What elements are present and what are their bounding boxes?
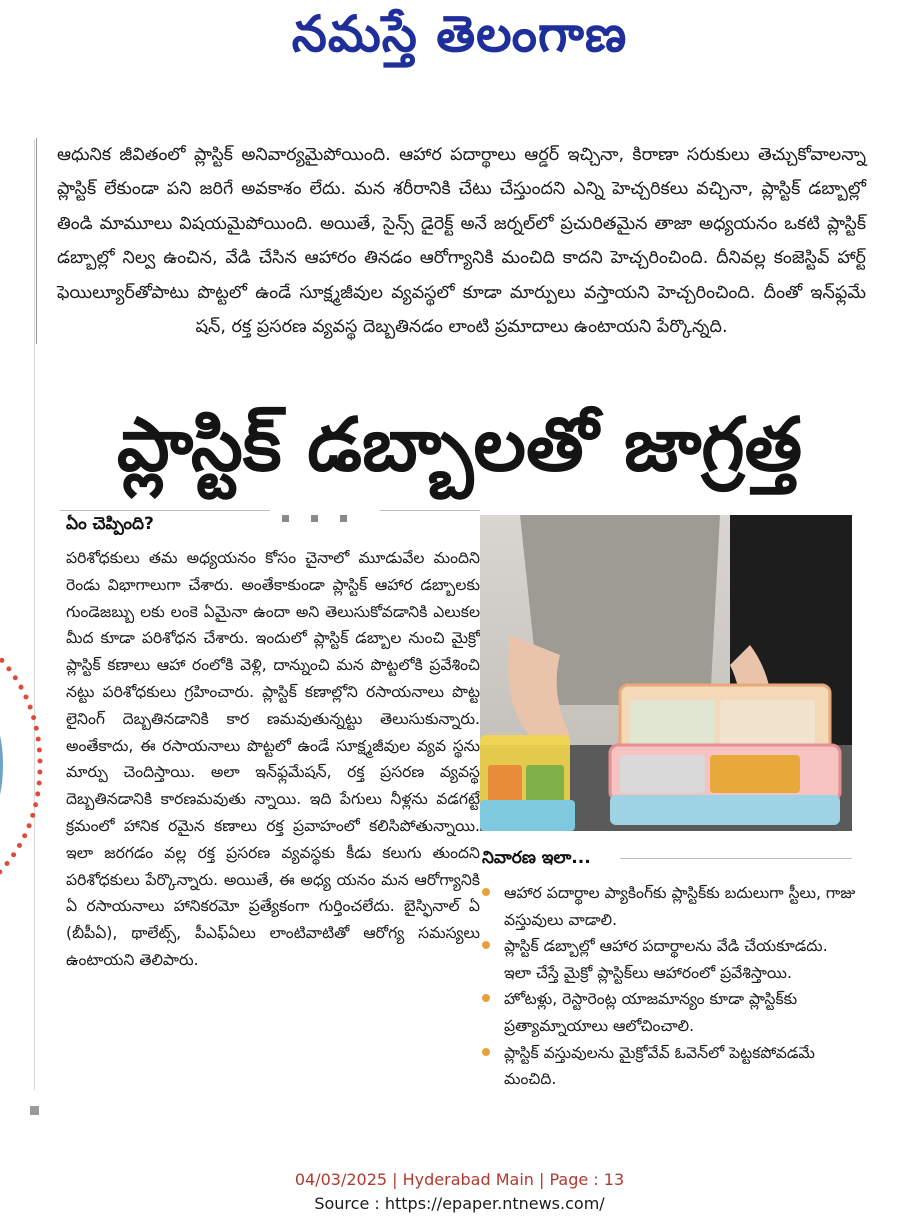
footer-source-link[interactable]: Source : https://epaper.ntnews.com/ <box>314 1194 605 1213</box>
page-footer <box>0 1168 919 1216</box>
list-item: హోటళ్లు, రెస్టారెంట్ల యాజమాన్యం కూడా ప్లాస్టిక్‌కు ప్రత్యామ్నాయాలు ఆలోచించాలి. <box>478 986 858 1039</box>
list-item: ఆహార పదార్థాల ప్యాకింగ్‌కు ప్లాస్టిక్‌కు బదులుగా స్టీలు, గాజు వస్తువులు వాడాలి. <box>478 880 858 933</box>
bullet-dot-icon <box>482 994 490 1002</box>
left-column <box>60 545 480 974</box>
bullet-dot-icon <box>482 888 490 896</box>
remedy-list <box>478 880 858 1093</box>
list-item: ప్లాస్టిక్ వస్తువులను మైక్రోవేవ్ ఓవెన్‌లో పెట్టకపోవడమే మంచిది. <box>478 1040 858 1093</box>
section-rule-right <box>620 858 852 859</box>
list-item: ప్లాస్టిక్ డబ్బాల్లో ఆహార పదార్థాలను వేడి చేయకూడదు. ఇలా చేస్తే మైక్రో ప్లాస్టిక్‌లు ఆహారంలో ప్రవేశిస్తాయి. <box>478 933 858 986</box>
divider-square-icon <box>311 515 318 522</box>
section-rule-mid <box>380 510 480 511</box>
section-divider <box>282 507 369 526</box>
divider-square-icon <box>282 515 289 522</box>
column-end-marker <box>30 1106 39 1115</box>
intro-paragraph-block <box>36 138 866 344</box>
masthead-logo: నమస్తే తెలంగాణ <box>291 4 628 63</box>
left-section-title: ఏం చెప్పింది? <box>66 514 154 534</box>
decorative-dotted-arc <box>0 610 50 920</box>
footer-date-line: 04/03/2025 | Hyderabad Main | Page : 13 <box>294 1170 625 1189</box>
bullet-dot-icon <box>482 941 490 949</box>
bullet-dot-icon <box>482 1048 490 1056</box>
right-section-title: నివారణ ఇలా... <box>482 848 591 868</box>
article-headline: ప్లాస్టిక్ డబ్బాలతో జాగ్రత్త <box>116 402 803 488</box>
left-section-body: పరిశోధకులు తమ అధ్యయనం కోసం చైనాలో మూడువేల మందిని రెండు విభాగాలుగా చేశారు. అంతేకాకుండా ప్లాస్టిక్ ఆహార డబ్బాలకు గుండెజబ్బు లకు లంకె ఏమైనా ఉందా అని తెలుసుకోవడానికి ఎలుకల మీద కూడా పరిశోధన చేశారు. ఇందులో ప్లాస్టిక్ డబ్బాల నుంచి మైక్రో ప్లాస్టిక్ కణాలు ఆహా రంలోకి వెళ్లి, దాన్నుంచి మన పొట్టలోకి ప్రవేశించి నట్టు పరిశోధకులు గ్రహించారు. ప్లాస్టిక్ కణాల్లోని రసాయనాలు పొట్ట లైనింగ్ దెబ్బతినడానికి కార ణమవుతున్నట్టు తెలుసుకున్నారు. అంతేకాదు, ఈ రసాయనాలు పొట్టలో ఉండే సూక్ష్మజీవుల వ్యవ స్థను మార్పు చెందిస్తాయి. అలా ఇన్‌ఫ్లమేషన్, రక్త ప్రసరణ వ్యవస్థ దెబ్బతినడానికి కారణమవుతు న్నాయి. ఇది పేగులు నీళ్లను వడగట్టే క్రమంలో హానిక రమైన కణాలు రక్త ప్రవాహంలో కలిసిపోతున్నాయి. ఇలా జరగడం వల్ల రక్త ప్రసరణ వ్యవస్థకు కీడు కలుగు తుందని పరిశోధకులు పేర్కొన్నారు. అయితే, ఈ అధ్య యనం మన ఆరోగ్యానికి ఏ రసాయనాలు హానికరమో ప్రత్యేకంగా గుర్తించలేదు. బైస్ఫినాల్ ఏ (బీపీఏ), థాలేట్స్, పీఎఫ్ఏలు లాంటివాటితో ఆరోగ్య సమస్యలు ఉంటాయని తెలిపారు. <box>66 549 480 969</box>
photo-food-containers <box>480 515 852 831</box>
intro-paragraph: ఆధునిక జీవితంలో ప్లాస్టిక్ అనివార్యమైపోయింది. ఆహార పదార్థాలు ఆర్డర్ ఇచ్చినా, కిరాణా సరుకులు తెచ్చుకోవాలన్నా ప్లాస్టిక్ లేకుండా పని జరిగే అవకాశం లేదు. మన శరీరానికి చేటు చేస్తుందని ఎన్ని హెచ్చరికలు వచ్చినా, ప్లాస్టిక్ డబ్బాల్లో తిండి మామూలు విషయమైపోయింది. అయితే, సైన్స్ డైరెక్ట్ అనే జర్నల్‌లో ప్రచురితమైన తాజా అధ్యయనం ఒకటి ప్లాస్టిక్ డబ్బాల్లో నిల్వ ఉంచిన, వేడి చేసిన ఆహారం తినడం ఆరోగ్యానికి మంచిది కాదని హెచ్చరించింది. దీనివల్ల కంజెస్టివ్ హార్ట్ ఫెయిల్యూర్‌తోపాటు పొట్టలో ఉండే సూక్ష్మజీవుల వ్యవస్థలో కూడా మార్పులు వస్తాయని హెచ్చరించింది. దీంతో ఇన్‌ఫ్లమే షన్, రక్త ప్రసరణ వ్యవస్థ దెబ్బతినడం లాంటి ప్రమాదాలు ఉంటాయని పేర్కొన్నది. <box>57 145 866 338</box>
divider-square-icon <box>340 515 347 522</box>
section-rule-left <box>60 510 270 511</box>
